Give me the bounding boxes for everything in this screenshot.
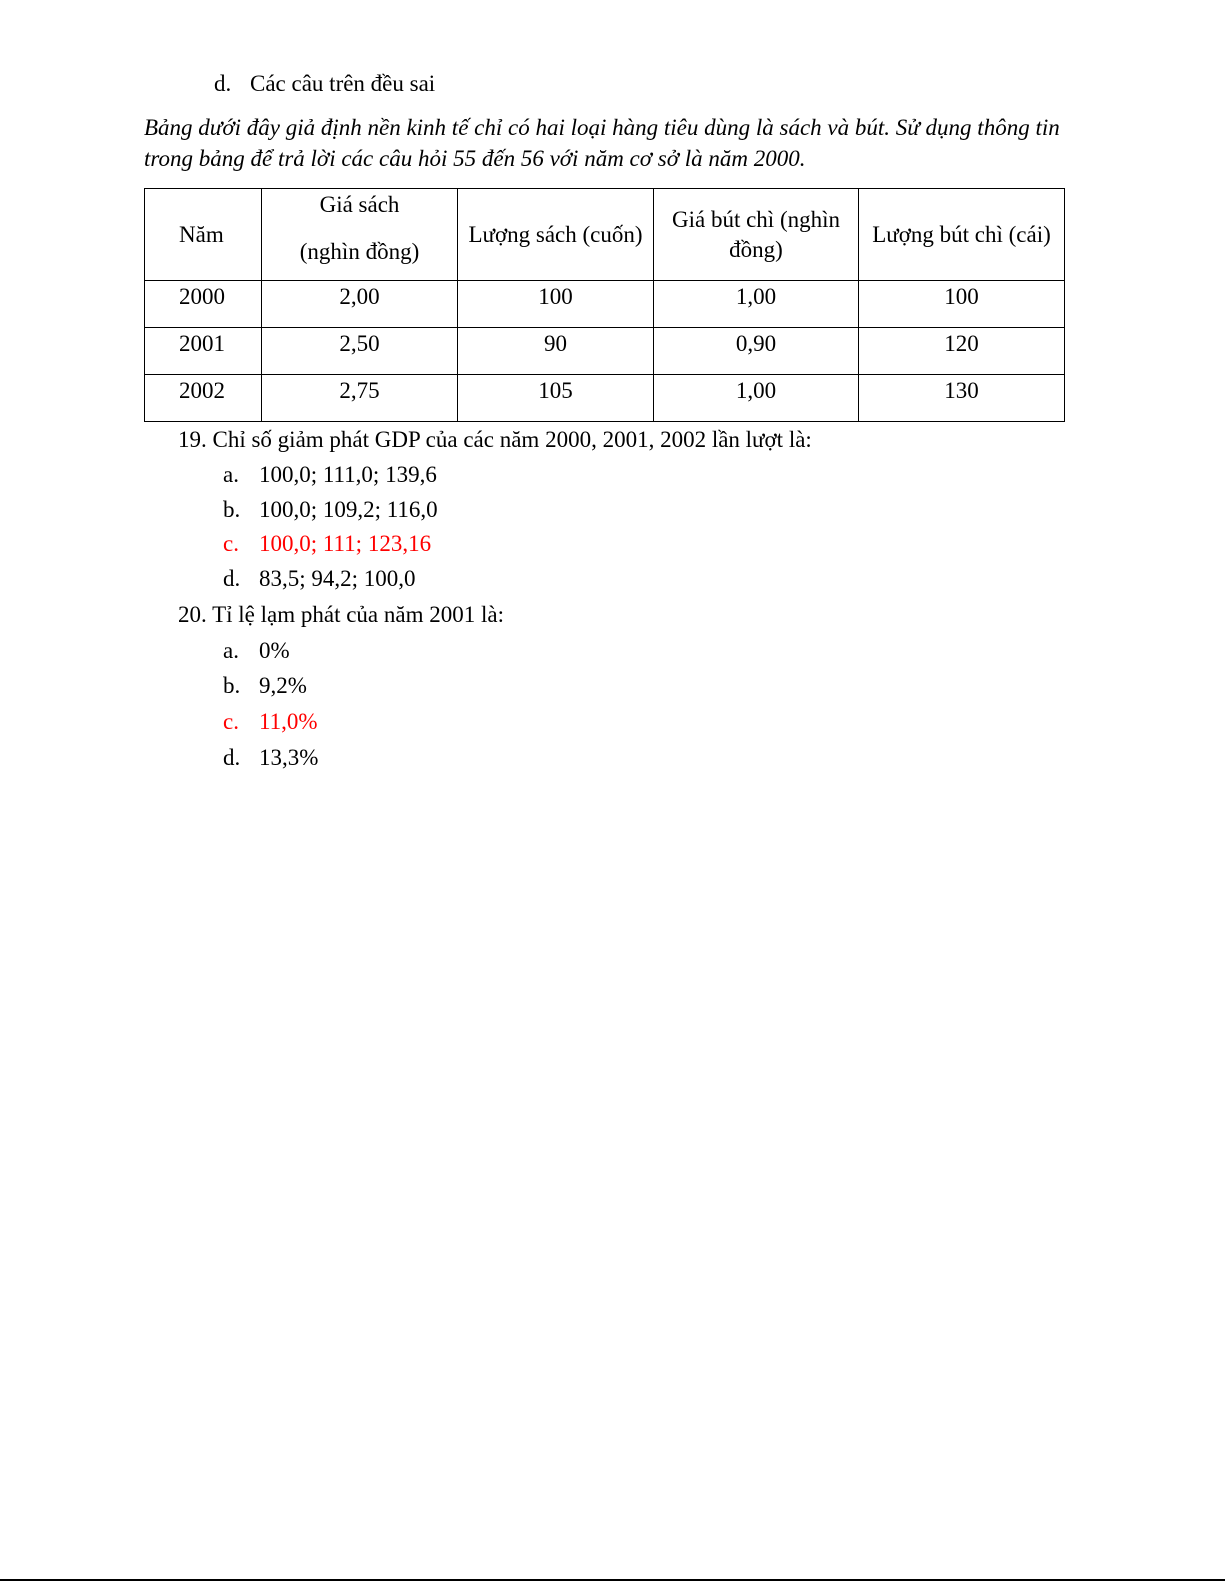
q19-option-d: [223, 565, 416, 593]
option-label: d.: [223, 745, 241, 770]
option-text: 9,2%: [259, 673, 307, 698]
q19-option-c-correct: [223, 530, 431, 558]
cell-pencil-price: 1,00: [654, 281, 859, 328]
table-row: [145, 328, 1065, 375]
option-text: 100,0; 109,2; 116,0: [259, 497, 438, 522]
option-text: 100,0; 111; 123,16: [259, 531, 432, 556]
header-book-qty: Lượng sách (cuốn): [458, 189, 654, 281]
cell-pencil-price: 0,90: [654, 328, 859, 375]
question-19: 19. Chỉ số giảm phát GDP của các năm 2000, 2001, 2002 lần lượt là:: [178, 427, 812, 452]
option-label: b.: [223, 497, 241, 522]
option-label: c.: [223, 531, 239, 556]
option-text: Các câu trên đều sai: [250, 71, 436, 96]
option-d-top: [214, 70, 435, 98]
cell-book-price: 2,50: [262, 328, 458, 375]
cell-year: 2001: [145, 328, 262, 375]
header-pencil-qty: Lượng bút chì (cái): [859, 189, 1065, 281]
cell-book-qty: 100: [458, 281, 654, 328]
page-bottom-rule: [0, 1579, 1225, 1581]
option-label: a.: [223, 462, 239, 487]
cell-book-price: 2,75: [262, 375, 458, 422]
header-book-price-line1: Giá sách: [319, 192, 400, 217]
q19-option-b: [223, 496, 438, 524]
cell-book-price: 2,00: [262, 281, 458, 328]
option-label: c.: [223, 709, 239, 734]
q20-option-c-correct: [223, 708, 318, 736]
header-book-price: [262, 189, 458, 281]
cell-book-qty: 90: [458, 328, 654, 375]
price-quantity-table: [144, 188, 1065, 422]
option-text: 0%: [259, 638, 290, 663]
table-row: [145, 375, 1065, 422]
question-20: 20. Tỉ lệ lạm phát của năm 2001 là:: [178, 602, 504, 627]
q20-option-a: [223, 637, 290, 665]
option-label: b.: [223, 673, 241, 698]
cell-pencil-price: 1,00: [654, 375, 859, 422]
cell-book-qty: 105: [458, 375, 654, 422]
option-label: d.: [223, 566, 241, 591]
header-pencil-price: Giá bút chì (nghìn đồng): [654, 189, 859, 281]
cell-pencil-qty: 100: [859, 281, 1065, 328]
header-year: Năm: [145, 189, 262, 281]
cell-pencil-qty: 120: [859, 328, 1065, 375]
table-row: [145, 281, 1065, 328]
option-text: 100,0; 111,0; 139,6: [259, 462, 437, 487]
cell-pencil-qty: 130: [859, 375, 1065, 422]
option-text: 13,3%: [259, 745, 319, 770]
header-book-price-line2: (nghìn đồng): [299, 239, 420, 264]
cell-year: 2000: [145, 281, 262, 328]
cell-year: 2002: [145, 375, 262, 422]
q20-option-d: [223, 744, 318, 772]
intro-paragraph: Bảng dưới đây giả định nền kinh tế chỉ có hai loại hàng tiêu dùng là sách và bút. Sử dụng thông tin trong bảng để trả lời các câu hỏi 55 đến 56 với năm cơ sở là năm 2000.: [144, 115, 1060, 171]
option-label: d.: [214, 71, 232, 96]
q19-option-a: [223, 461, 437, 489]
option-text: 83,5; 94,2; 100,0: [259, 566, 416, 591]
option-text: 11,0%: [259, 709, 318, 734]
table-header-row: [145, 189, 1065, 281]
q20-option-b: [223, 672, 307, 700]
option-label: a.: [223, 638, 239, 663]
